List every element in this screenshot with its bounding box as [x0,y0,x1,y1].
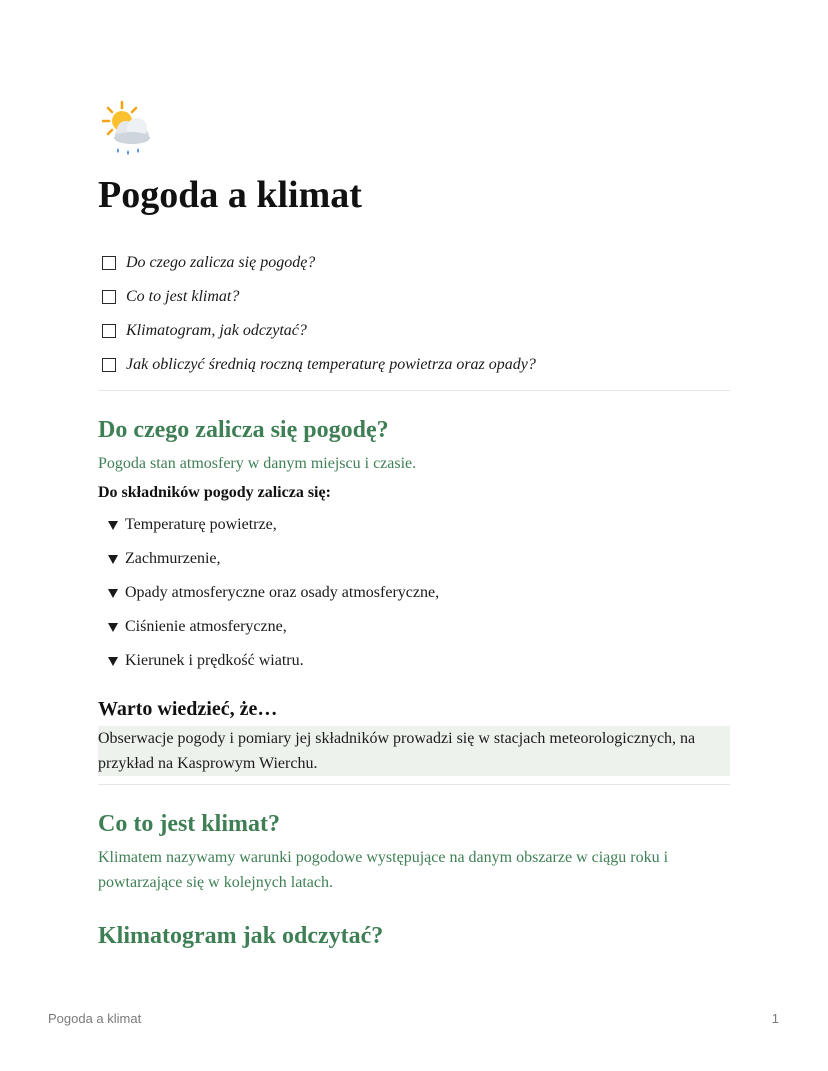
todo-list [98,246,730,382]
todo-label: Jak obliczyć średnią roczną temperaturę powietrza oraz opady? [126,356,536,373]
sun-behind-rain-cloud-icon [102,100,154,160]
divider [98,390,730,391]
toggle-item[interactable] [98,610,730,644]
todo-item [98,246,730,280]
toggle-triangle-icon [108,657,118,666]
footer-page-number: 1 [771,1011,779,1026]
divider [98,784,730,785]
footer-document-title: Pogoda a klimat [48,1011,142,1026]
weather-definition: Pogoda stan atmosfery w danym miejscu i czasie. [98,455,417,472]
toggle-item[interactable] [98,542,730,576]
todo-checkbox[interactable] [102,324,116,338]
section-heading-climatogram: Klimatogram jak odczytać? [98,923,384,949]
toggle-item[interactable] [98,508,730,542]
todo-checkbox[interactable] [102,358,116,372]
section-heading-weather: Do czego zalicza się pogodę? [98,417,389,443]
todo-checkbox[interactable] [102,256,116,270]
toggle-label: Temperaturę powietrze, [125,516,277,533]
climate-definition: Klimatem nazywamy warunki pogodowe występujące na danym obszarze w ciągu roku i powtarzające się w kolejnych latach. [98,849,669,891]
fact-heading: Warto wiedzieć, że… [98,698,278,720]
document-page [98,100,730,951]
toggle-triangle-icon [108,555,118,564]
fact-callout: Obserwacje pogody i pomiary jej składników prowadzi się w stacjach meteorologicznych, na przykład na Kasprowym Wierchu. [98,726,730,776]
todo-item [98,314,730,348]
todo-label: Co to jest klimat? [126,288,240,305]
page-title: Pogoda a klimat [98,174,362,216]
todo-label: Do czego zalicza się pogodę? [126,254,316,271]
toggle-item[interactable] [98,644,730,678]
todo-item [98,348,730,382]
todo-checkbox[interactable] [102,290,116,304]
toggle-label: Opady atmosferyczne oraz osady atmosferyczne, [125,584,440,601]
toggle-triangle-icon [108,623,118,632]
toggle-label: Kierunek i prędkość wiatru. [125,652,304,669]
toggle-triangle-icon [108,589,118,598]
todo-item [98,280,730,314]
toggle-item[interactable] [98,576,730,610]
components-list [98,508,730,678]
toggle-label: Ciśnienie atmosferyczne, [125,618,287,635]
components-intro: Do składników pogody zalicza się: [98,484,331,501]
section-heading-climate: Co to jest klimat? [98,811,280,837]
toggle-label: Zachmurzenie, [125,550,221,567]
toggle-triangle-icon [108,521,118,530]
todo-label: Klimatogram, jak odczytać? [126,322,307,339]
